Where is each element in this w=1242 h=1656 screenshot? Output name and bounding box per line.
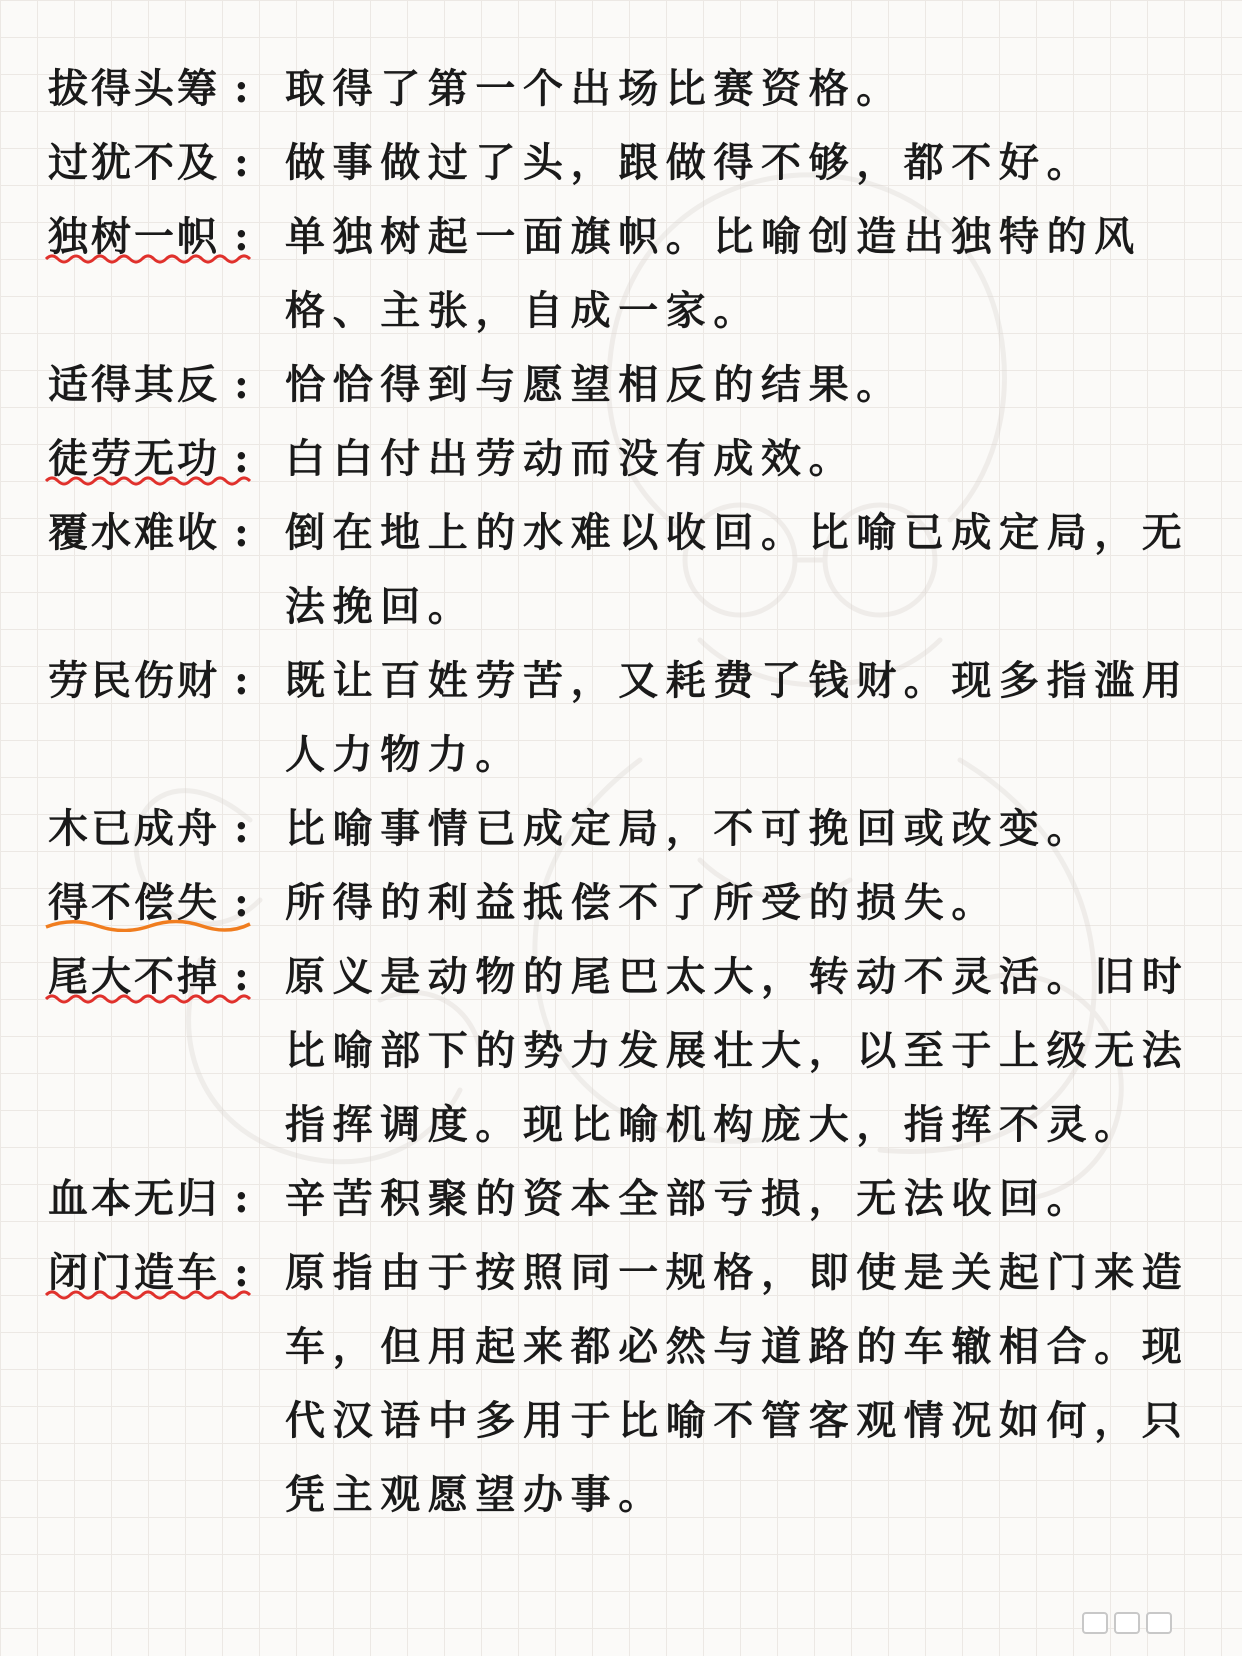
idiom-term bbox=[48, 348, 285, 422]
idiom-term-text: 拔得头筹 bbox=[48, 65, 220, 112]
idiom-definition: 白白付出劳动而没有成效。 bbox=[285, 435, 857, 482]
idiom-term-text: 闭门造车 bbox=[48, 1249, 220, 1296]
idiom-definition: 辛苦积聚的资本全部亏损，无法收回。 bbox=[285, 1175, 1095, 1222]
idiom-term-text: 得不偿失 bbox=[48, 879, 220, 926]
idiom-entry bbox=[48, 1236, 1208, 1532]
idiom-term-text: 木已成舟 bbox=[48, 805, 220, 852]
idiom-term bbox=[48, 422, 285, 496]
idiom-term-colon: : bbox=[234, 139, 252, 186]
image-gallery-icon[interactable] bbox=[1082, 1612, 1172, 1634]
idiom-term-text: 徒劳无功 bbox=[48, 435, 220, 482]
idiom-entry bbox=[48, 940, 1208, 1162]
wavy-underline-red bbox=[44, 474, 252, 488]
idiom-definition: 比喻事情已成定局，不可挽回或改变。 bbox=[285, 805, 1095, 852]
idiom-entry bbox=[48, 422, 1208, 496]
idiom-entry bbox=[48, 792, 1208, 866]
wavy-underline-red bbox=[44, 252, 252, 266]
wavy-underline-orange bbox=[44, 918, 252, 932]
idiom-definition: 恰恰得到与愿望相反的结果。 bbox=[285, 361, 904, 408]
idiom-term bbox=[48, 940, 285, 1014]
idiom-term bbox=[48, 1236, 285, 1310]
idiom-entry bbox=[48, 644, 1208, 792]
gallery-thumb-icon bbox=[1114, 1612, 1140, 1634]
idiom-term bbox=[48, 52, 285, 126]
idiom-term-colon: : bbox=[234, 509, 252, 556]
idiom-term bbox=[48, 1162, 285, 1236]
idiom-term bbox=[48, 126, 285, 200]
idiom-entry bbox=[48, 496, 1208, 644]
idiom-term bbox=[48, 792, 285, 866]
idiom-term-colon: : bbox=[234, 953, 252, 1000]
idiom-term bbox=[48, 496, 285, 570]
idiom-term-colon: : bbox=[234, 65, 252, 112]
idiom-definition: 既让百姓劳苦，又耗费了钱财。现多指滥用人力物力。 bbox=[285, 657, 1190, 778]
idiom-term-text: 覆水难收 bbox=[48, 509, 220, 556]
idiom-term-colon: : bbox=[234, 879, 252, 926]
idiom-term-text: 劳民伤财 bbox=[48, 657, 220, 704]
wavy-underline-red bbox=[44, 1288, 252, 1302]
idiom-definition: 单独树起一面旗帜。比喻创造出独特的风格、主张，自成一家。 bbox=[285, 213, 1142, 334]
idiom-term-text: 过犹不及 bbox=[48, 139, 220, 186]
idiom-term-text: 独树一帜 bbox=[48, 213, 220, 260]
idiom-term-text: 适得其反 bbox=[48, 361, 220, 408]
idiom-list bbox=[48, 52, 1208, 1532]
idiom-term-colon: : bbox=[234, 657, 252, 704]
idiom-term-colon: : bbox=[234, 213, 252, 260]
idiom-term-colon: : bbox=[234, 805, 252, 852]
idiom-entry bbox=[48, 348, 1208, 422]
idiom-definition: 取得了第一个出场比赛资格。 bbox=[285, 65, 904, 112]
idiom-term bbox=[48, 200, 285, 274]
idiom-term-colon: : bbox=[234, 1249, 252, 1296]
wavy-underline-red bbox=[44, 992, 252, 1006]
gallery-thumb-icon bbox=[1146, 1612, 1172, 1634]
idiom-term-colon: : bbox=[234, 361, 252, 408]
idiom-term-colon: : bbox=[234, 435, 252, 482]
idiom-entry bbox=[48, 1162, 1208, 1236]
idiom-entry bbox=[48, 200, 1208, 348]
idiom-term bbox=[48, 866, 285, 940]
idiom-definition: 原指由于按照同一规格，即使是关起门来造车，但用起来都必然与道路的车辙相合。现代汉语中多用于比喻不管客观情况如何，只凭主观愿望办事。 bbox=[285, 1249, 1190, 1518]
idiom-term-colon: : bbox=[234, 1175, 252, 1222]
idiom-term bbox=[48, 644, 285, 718]
idiom-definition: 所得的利益抵偿不了所受的损失。 bbox=[285, 879, 999, 926]
idiom-term-text: 尾大不掉 bbox=[48, 953, 220, 1000]
gallery-thumb-icon bbox=[1082, 1612, 1108, 1634]
idiom-definition: 倒在地上的水难以收回。比喻已成定局，无法挽回。 bbox=[285, 509, 1190, 630]
idiom-definition: 原义是动物的尾巴太大，转动不灵活。旧时比喻部下的势力发展壮大，以至于上级无法指挥调度。现比喻机构庞大，指挥不灵。 bbox=[285, 953, 1190, 1148]
idiom-term-text: 血本无归 bbox=[48, 1175, 220, 1222]
idiom-definition: 做事做过了头，跟做得不够，都不好。 bbox=[285, 139, 1095, 186]
idiom-entry bbox=[48, 866, 1208, 940]
idiom-entry bbox=[48, 126, 1208, 200]
idiom-entry bbox=[48, 52, 1208, 126]
